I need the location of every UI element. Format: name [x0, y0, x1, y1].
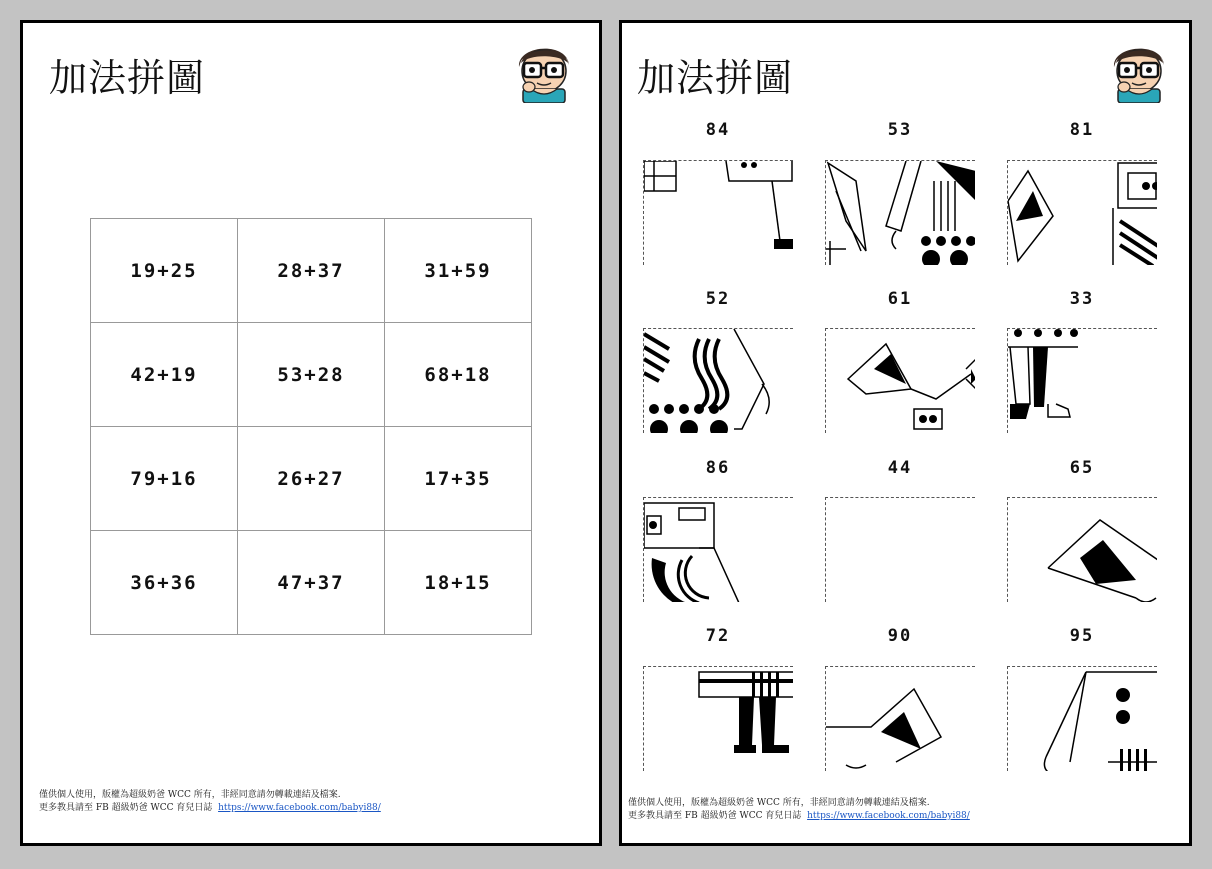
answer-label: 95: [1069, 626, 1095, 646]
puzzle-piece[interactable]: [825, 160, 975, 265]
puzzle-piece[interactable]: [1007, 497, 1157, 602]
problem-cell: 53+28: [238, 323, 385, 427]
problem-cell: 28+37: [238, 219, 385, 323]
puzzle-piece[interactable]: [643, 328, 793, 433]
puzzle-piece[interactable]: [643, 160, 793, 265]
grid-row: [91, 531, 532, 635]
problem-cell: 36+36: [91, 531, 238, 635]
facebook-link[interactable]: https://www.facebook.com/babyi88/: [218, 803, 381, 813]
worksheet-page: [20, 20, 602, 846]
answer-label: 72: [705, 626, 731, 646]
footer-line-2: 更多教具請至 FB 超級奶爸 WCC 育兒日誌: [39, 803, 213, 813]
puzzle-piece[interactable]: [643, 497, 793, 602]
mascot-avatar-icon: [1106, 37, 1172, 103]
problem-cell: 31+59: [385, 219, 532, 323]
copyright-footer: [628, 797, 970, 823]
answer-label: 33: [1069, 289, 1095, 309]
footer-line-1: 僅供個人使用，版權為超級奶爸 WCC 所有，非經同意請勿轉載連結及檔案.: [628, 798, 930, 808]
problem-cell: 47+37: [238, 531, 385, 635]
grid-row: [91, 427, 532, 531]
puzzle-piece-empty[interactable]: [825, 497, 975, 602]
mascot-avatar-icon: [511, 37, 577, 103]
answer-label: 44: [887, 458, 913, 478]
puzzle-piece[interactable]: [1007, 328, 1157, 433]
puzzle-piece[interactable]: [825, 666, 975, 771]
answer-label: 84: [705, 120, 731, 140]
answer-label: 81: [1069, 120, 1095, 140]
problem-cell: 19+25: [91, 219, 238, 323]
problem-cell: 79+16: [91, 427, 238, 531]
answer-label: 53: [887, 120, 913, 140]
grid-row: [91, 219, 532, 323]
puzzle-piece[interactable]: [643, 666, 793, 771]
answer-page-title: 加法拼圖: [637, 56, 794, 100]
answer-page: [619, 20, 1192, 846]
problem-cell: 68+18: [385, 323, 532, 427]
problem-cell: 26+27: [238, 427, 385, 531]
answer-label: 61: [887, 289, 913, 309]
worksheet-title: 加法拼圖: [49, 56, 206, 100]
puzzle-piece[interactable]: [825, 328, 975, 433]
footer-line-2: 更多教具請至 FB 超級奶爸 WCC 育兒日誌: [628, 811, 802, 821]
answer-label: 90: [887, 626, 913, 646]
copyright-footer: [39, 789, 381, 815]
puzzle-piece[interactable]: [1007, 666, 1157, 771]
problem-cell: 17+35: [385, 427, 532, 531]
answer-label: 86: [705, 458, 731, 478]
answer-label: 52: [705, 289, 731, 309]
problem-grid: [90, 218, 532, 635]
grid-row: [91, 323, 532, 427]
problem-cell: 18+15: [385, 531, 532, 635]
footer-line-1: 僅供個人使用，版權為超級奶爸 WCC 所有，非經同意請勿轉載連結及檔案.: [39, 790, 341, 800]
facebook-link[interactable]: https://www.facebook.com/babyi88/: [807, 811, 970, 821]
puzzle-piece[interactable]: [1007, 160, 1157, 265]
answer-label: 65: [1069, 458, 1095, 478]
problem-cell: 42+19: [91, 323, 238, 427]
